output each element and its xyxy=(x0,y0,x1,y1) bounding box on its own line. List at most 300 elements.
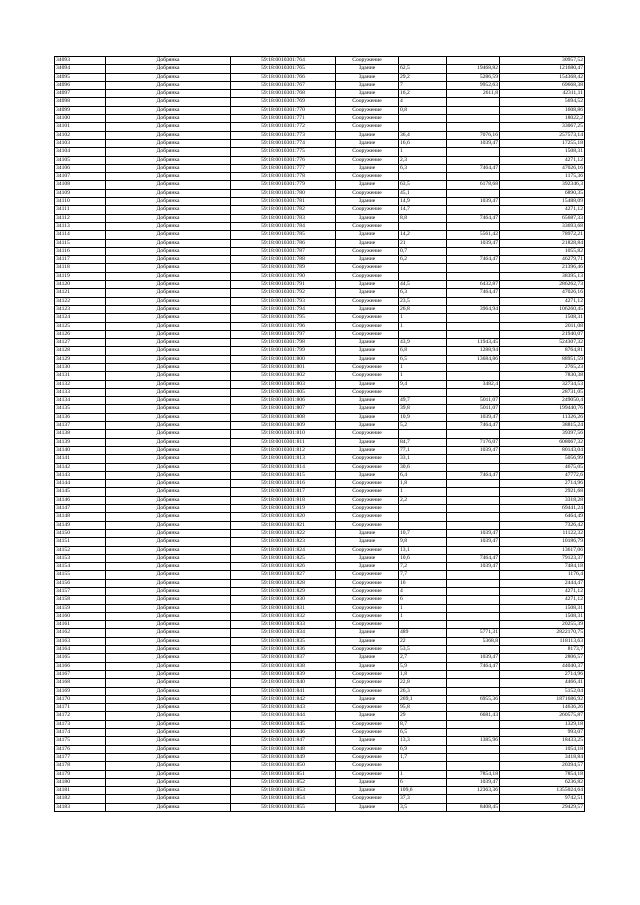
cadastral-value-cell: 286262,73 xyxy=(500,281,585,289)
table-row xyxy=(55,695,585,703)
area-cell: 0,8 xyxy=(399,106,447,114)
area-cell: 7 xyxy=(399,81,447,89)
specific-value-cell: 1039,47 xyxy=(447,139,500,147)
locality-cell: Добрянка xyxy=(106,198,231,206)
table-row xyxy=(55,729,585,737)
table-row xyxy=(55,380,585,388)
locality-cell: Добрянка xyxy=(106,737,231,745)
locality-cell: Добрянка xyxy=(106,712,231,720)
area-cell xyxy=(399,173,447,181)
cadastral-value-cell: 1355024,64 xyxy=(500,787,585,795)
cadastral-value-cell: 8173,7 xyxy=(500,646,585,654)
table-row xyxy=(55,198,585,206)
cadastral-number-cell: 59:18:0010301:826 xyxy=(231,563,336,571)
locality-cell: Добрянка xyxy=(106,471,231,479)
cadastral-number-cell: 59:18:0010301:793 xyxy=(231,297,336,305)
row-number-cell: 34160 xyxy=(55,612,106,620)
cadastral-number-cell: 59:18:0010301:805 xyxy=(231,388,336,396)
locality-cell: Добрянка xyxy=(106,571,231,579)
locality-cell: Добрянка xyxy=(106,563,231,571)
object-type-cell: Сооружение xyxy=(336,372,399,380)
specific-value-cell xyxy=(447,753,500,761)
object-type-cell: Сооружение xyxy=(336,297,399,305)
specific-value-cell: 1039,47 xyxy=(447,529,500,537)
cadastral-number-cell: 59:18:0010301:852 xyxy=(231,778,336,786)
locality-cell: Добрянка xyxy=(106,629,231,637)
area-cell: 6,3 xyxy=(399,164,447,172)
row-number-cell: 34120 xyxy=(55,281,106,289)
cadastral-value-cell: 1508,31 xyxy=(500,604,585,612)
area-cell: 6,8 xyxy=(399,347,447,355)
object-type-cell: Здание xyxy=(336,65,399,73)
locality-cell: Добрянка xyxy=(106,289,231,297)
row-number-cell: 34149 xyxy=(55,521,106,529)
table-row xyxy=(55,65,585,73)
object-type-cell: Здание xyxy=(336,164,399,172)
cadastral-number-cell: 59:18:0010301:773 xyxy=(231,131,336,139)
cadastral-value-cell: 20255,39 xyxy=(500,621,585,629)
specific-value-cell xyxy=(447,173,500,181)
cadastral-number-cell: 59:18:0010301:808 xyxy=(231,413,336,421)
object-type-cell: Сооружение xyxy=(336,322,399,330)
table-row xyxy=(55,604,585,612)
locality-cell: Добрянка xyxy=(106,687,231,695)
object-type-cell: Здание xyxy=(336,139,399,147)
cadastral-number-cell: 59:18:0010301:841 xyxy=(231,687,336,695)
cadastral-value-cell: 13617,06 xyxy=(500,546,585,554)
cadastral-value-cell: 4466,41 xyxy=(500,679,585,687)
cadastral-number-cell: 59:18:0010301:844 xyxy=(231,712,336,720)
area-cell: 63,5 xyxy=(399,181,447,189)
table-row xyxy=(55,90,585,98)
cadastral-number-cell: 59:18:0010301:847 xyxy=(231,737,336,745)
table-row xyxy=(55,737,585,745)
table-row xyxy=(55,529,585,537)
locality-cell: Добрянка xyxy=(106,455,231,463)
cadastral-number-cell: 59:18:0010301:798 xyxy=(231,339,336,347)
cadastral-number-cell: 59:18:0010301:796 xyxy=(231,322,336,330)
table-row xyxy=(55,463,585,471)
table-row xyxy=(55,347,585,355)
area-cell: 13,1 xyxy=(399,546,447,554)
specific-value-cell: 1039,47 xyxy=(447,413,500,421)
specific-value-cell: 7854,18 xyxy=(447,770,500,778)
object-type-cell: Сооружение xyxy=(336,546,399,554)
cadastral-number-cell: 59:18:0010301:817 xyxy=(231,488,336,496)
row-number-cell: 34132 xyxy=(55,380,106,388)
table-row xyxy=(55,106,585,114)
row-number-cell: 34156 xyxy=(55,579,106,587)
specific-value-cell xyxy=(447,189,500,197)
object-type-cell: Здание xyxy=(336,231,399,239)
locality-cell: Добрянка xyxy=(106,272,231,280)
cadastral-value-cell: 21828,84 xyxy=(500,239,585,247)
locality-cell: Добрянка xyxy=(106,297,231,305)
locality-cell: Добрянка xyxy=(106,695,231,703)
table-row xyxy=(55,513,585,521)
object-type-cell: Здание xyxy=(336,637,399,645)
cadastral-number-cell: 59:18:0010301:824 xyxy=(231,546,336,554)
cadastral-number-cell: 59:18:0010301:767 xyxy=(231,81,336,89)
row-number-cell: 34094 xyxy=(55,65,106,73)
specific-value-cell xyxy=(447,596,500,604)
row-number-cell: 34166 xyxy=(55,662,106,670)
specific-value-cell xyxy=(447,156,500,164)
area-cell xyxy=(399,330,447,338)
table-row xyxy=(55,538,585,546)
area-cell xyxy=(399,513,447,521)
object-type-cell: Сооружение xyxy=(336,670,399,678)
object-type-cell: Здание xyxy=(336,397,399,405)
object-type-cell: Сооружение xyxy=(336,762,399,770)
area-cell xyxy=(399,388,447,396)
specific-value-cell xyxy=(447,123,500,131)
row-number-cell: 34121 xyxy=(55,289,106,297)
table-row xyxy=(55,646,585,654)
cadastral-value-cell: 608067,32 xyxy=(500,438,585,446)
cadastral-value-cell: 28731,05 xyxy=(500,388,585,396)
row-number-cell: 34152 xyxy=(55,546,106,554)
object-type-cell: Здание xyxy=(336,289,399,297)
area-cell: 37,3 xyxy=(399,795,447,803)
row-number-cell: 34157 xyxy=(55,588,106,596)
object-type-cell: Сооружение xyxy=(336,148,399,156)
area-cell: 3,5 xyxy=(399,803,447,811)
area-cell: 1 xyxy=(399,148,447,156)
table-row xyxy=(55,363,585,371)
table-row xyxy=(55,256,585,264)
object-type-cell: Здание xyxy=(336,471,399,479)
specific-value-cell xyxy=(447,488,500,496)
cadastral-number-cell: 59:18:0010301:851 xyxy=(231,770,336,778)
cadastral-value-cell: 199440,76 xyxy=(500,405,585,413)
specific-value-cell: 6681,43 xyxy=(447,712,500,720)
locality-cell: Добрянка xyxy=(106,438,231,446)
specific-value-cell xyxy=(447,679,500,687)
cadastral-value-cell: 2806,57 xyxy=(500,654,585,662)
table-row xyxy=(55,455,585,463)
cadastral-number-cell: 59:18:0010301:834 xyxy=(231,629,336,637)
cadastral-number-cell: 59:18:0010301:853 xyxy=(231,787,336,795)
table-row xyxy=(55,579,585,587)
specific-value-cell xyxy=(447,513,500,521)
area-cell: 1 xyxy=(399,770,447,778)
cadastral-value-cell: 21396,46 xyxy=(500,264,585,272)
row-number-cell: 34109 xyxy=(55,189,106,197)
area-cell: 16 xyxy=(399,579,447,587)
object-type-cell: Здание xyxy=(336,305,399,313)
cadastral-number-cell: 59:18:0010301:770 xyxy=(231,106,336,114)
row-number-cell: 34181 xyxy=(55,787,106,795)
locality-cell: Добрянка xyxy=(106,480,231,488)
area-cell: 26,8 xyxy=(399,305,447,313)
cadastral-number-cell: 59:18:0010301:855 xyxy=(231,803,336,811)
table-row xyxy=(55,430,585,438)
locality-cell: Добрянка xyxy=(106,612,231,620)
locality-cell: Добрянка xyxy=(106,446,231,454)
cadastral-number-cell: 59:18:0010301:821 xyxy=(231,521,336,529)
cadastral-value-cell: 2921,68 xyxy=(500,488,585,496)
cadastral-value-cell: 80143,04 xyxy=(500,446,585,454)
cadastral-number-cell: 59:18:0010301:765 xyxy=(231,65,336,73)
specific-value-cell: 13684,86 xyxy=(447,355,500,363)
row-number-cell: 34115 xyxy=(55,239,106,247)
locality-cell: Добрянка xyxy=(106,181,231,189)
object-type-cell: Здание xyxy=(336,422,399,430)
area-cell: 9,4 xyxy=(399,380,447,388)
cadastral-number-cell: 59:18:0010301:787 xyxy=(231,247,336,255)
object-type-cell: Сооружение xyxy=(336,98,399,106)
locality-cell: Добрянка xyxy=(106,704,231,712)
table-row xyxy=(55,305,585,313)
object-type-cell: Здание xyxy=(336,778,399,786)
locality-cell: Добрянка xyxy=(106,430,231,438)
row-number-cell: 34100 xyxy=(55,115,106,123)
object-type-cell: Здание xyxy=(336,339,399,347)
specific-value-cell xyxy=(447,687,500,695)
row-number-cell: 34150 xyxy=(55,529,106,537)
area-cell: 6,2 xyxy=(399,256,447,264)
row-number-cell: 34105 xyxy=(55,156,106,164)
specific-value-cell: 1039,47 xyxy=(447,563,500,571)
specific-value-cell: 6955,36 xyxy=(447,695,500,703)
cadastral-value-cell: 6890,35 xyxy=(500,189,585,197)
area-cell: 9,8 xyxy=(399,538,447,546)
row-number-cell: 34101 xyxy=(55,123,106,131)
row-number-cell: 34130 xyxy=(55,363,106,371)
specific-value-cell xyxy=(447,106,500,114)
row-number-cell: 34154 xyxy=(55,563,106,571)
object-type-cell: Здание xyxy=(336,662,399,670)
area-cell: 0,7 xyxy=(399,247,447,255)
row-number-cell: 34158 xyxy=(55,596,106,604)
specific-value-cell xyxy=(447,670,500,678)
locality-cell: Добрянка xyxy=(106,778,231,786)
cadastral-number-cell: 59:18:0010301:827 xyxy=(231,571,336,579)
specific-value-cell xyxy=(447,521,500,529)
cadastral-number-cell: 59:18:0010301:833 xyxy=(231,621,336,629)
object-type-cell: Сооружение xyxy=(336,571,399,579)
table-row xyxy=(55,753,585,761)
area-cell: 29 xyxy=(399,712,447,720)
specific-value-cell: 7464,47 xyxy=(447,214,500,222)
cadastral-number-cell: 59:18:0010301:819 xyxy=(231,505,336,513)
specific-value-cell xyxy=(447,314,500,322)
table-row xyxy=(55,521,585,529)
table-row xyxy=(55,372,585,380)
object-type-cell: Здание xyxy=(336,73,399,81)
object-type-cell: Сооружение xyxy=(336,505,399,513)
table-row xyxy=(55,173,585,181)
object-type-cell: Сооружение xyxy=(336,115,399,123)
locality-cell: Добрянка xyxy=(106,347,231,355)
row-number-cell: 34146 xyxy=(55,496,106,504)
object-type-cell: Здание xyxy=(336,181,399,189)
area-cell: 36,4 xyxy=(399,131,447,139)
object-type-cell: Здание xyxy=(336,413,399,421)
locality-cell: Добрянка xyxy=(106,73,231,81)
object-type-cell: Сооружение xyxy=(336,488,399,496)
object-type-cell: Здание xyxy=(336,654,399,662)
cadastral-number-cell: 59:18:0010301:801 xyxy=(231,363,336,371)
locality-cell: Добрянка xyxy=(106,65,231,73)
cadastral-number-cell: 59:18:0010301:818 xyxy=(231,496,336,504)
row-number-cell: 34141 xyxy=(55,455,106,463)
area-cell: 1 xyxy=(399,372,447,380)
object-type-cell: Сооружение xyxy=(336,247,399,255)
row-number-cell: 34093 xyxy=(55,57,106,65)
locality-cell: Добрянка xyxy=(106,670,231,678)
table-row xyxy=(55,704,585,712)
area-cell xyxy=(399,430,447,438)
cadastral-value-cell: 18433,25 xyxy=(500,737,585,745)
locality-cell: Добрянка xyxy=(106,156,231,164)
specific-value-cell xyxy=(447,372,500,380)
cadastral-value-cell: 20394,57 xyxy=(500,762,585,770)
table-row xyxy=(55,413,585,421)
area-cell: 33,1 xyxy=(399,455,447,463)
row-number-cell: 34118 xyxy=(55,264,106,272)
row-number-cell: 34134 xyxy=(55,397,106,405)
area-cell: 1 xyxy=(399,314,447,322)
object-type-cell: Сооружение xyxy=(336,579,399,587)
locality-cell: Добрянка xyxy=(106,206,231,214)
row-number-cell: 34159 xyxy=(55,604,106,612)
cadastral-value-cell: 1871686,92 xyxy=(500,695,585,703)
table-row xyxy=(55,355,585,363)
cadastral-number-cell: 59:18:0010301:849 xyxy=(231,753,336,761)
row-number-cell: 34131 xyxy=(55,372,106,380)
specific-value-cell: 7464,47 xyxy=(447,289,500,297)
specific-value-cell xyxy=(447,272,500,280)
locality-cell: Добрянка xyxy=(106,405,231,413)
area-cell: 39,8 xyxy=(399,405,447,413)
table-row xyxy=(55,131,585,139)
cadastral-number-cell: 59:18:0010301:776 xyxy=(231,156,336,164)
object-type-cell: Здание xyxy=(336,131,399,139)
locality-cell: Добрянка xyxy=(106,745,231,753)
row-number-cell: 34099 xyxy=(55,106,106,114)
table-row xyxy=(55,339,585,347)
locality-cell: Добрянка xyxy=(106,422,231,430)
locality-cell: Добрянка xyxy=(106,148,231,156)
locality-cell: Добрянка xyxy=(106,496,231,504)
row-number-cell: 34110 xyxy=(55,198,106,206)
row-number-cell: 34119 xyxy=(55,272,106,280)
cadastral-value-cell: 249050,4 xyxy=(500,397,585,405)
area-cell: 30,6 xyxy=(399,463,447,471)
cadastral-value-cell: 30957,52 xyxy=(500,57,585,65)
cadastral-number-cell: 59:18:0010301:814 xyxy=(231,463,336,471)
row-number-cell: 34107 xyxy=(55,173,106,181)
table-row xyxy=(55,803,585,811)
cadastral-number-cell: 59:18:0010301:775 xyxy=(231,148,336,156)
area-cell: 10,6 xyxy=(399,554,447,562)
object-type-cell: Здание xyxy=(336,81,399,89)
object-type-cell: Здание xyxy=(336,355,399,363)
object-type-cell: Сооружение xyxy=(336,189,399,197)
row-number-cell: 34155 xyxy=(55,571,106,579)
table-row xyxy=(55,388,585,396)
cadastral-number-cell: 59:18:0010301:845 xyxy=(231,720,336,728)
locality-cell: Добрянка xyxy=(106,106,231,114)
cadastral-number-cell: 59:18:0010301:854 xyxy=(231,795,336,803)
object-type-cell: Здание xyxy=(336,405,399,413)
locality-cell: Добрянка xyxy=(106,720,231,728)
locality-cell: Добрянка xyxy=(106,173,231,181)
area-cell: 26,3 xyxy=(399,687,447,695)
table-row xyxy=(55,770,585,778)
locality-cell: Добрянка xyxy=(106,621,231,629)
row-number-cell: 34169 xyxy=(55,687,106,695)
cadastral-value-cell: 44040,37 xyxy=(500,662,585,670)
cadastral-value-cell: 154368,42 xyxy=(500,73,585,81)
row-number-cell: 34164 xyxy=(55,646,106,654)
cadastral-number-cell: 59:18:0010301:784 xyxy=(231,222,336,230)
table-row xyxy=(55,214,585,222)
cadastral-value-cell: 1508,31 xyxy=(500,314,585,322)
specific-value-cell: 3482,4 xyxy=(447,380,500,388)
specific-value-cell: 6432,87 xyxy=(447,281,500,289)
cadastral-number-cell: 59:18:0010301:836 xyxy=(231,646,336,654)
row-number-cell: 34180 xyxy=(55,778,106,786)
specific-value-cell: 1039,47 xyxy=(447,654,500,662)
cadastral-value-cell: 1508,31 xyxy=(500,148,585,156)
row-number-cell: 34098 xyxy=(55,98,106,106)
specific-value-cell xyxy=(447,463,500,471)
row-number-cell: 34182 xyxy=(55,795,106,803)
table-row xyxy=(55,612,585,620)
cadastral-value-cell: 39397,56 xyxy=(500,430,585,438)
row-number-cell: 34104 xyxy=(55,148,106,156)
locality-cell: Добрянка xyxy=(106,380,231,388)
cadastral-number-cell: 59:18:0010301:823 xyxy=(231,538,336,546)
specific-value-cell: 1385,96 xyxy=(447,737,500,745)
cadastral-value-cell: 1055,82 xyxy=(500,247,585,255)
cadastral-number-cell: 59:18:0010301:771 xyxy=(231,115,336,123)
specific-value-cell xyxy=(447,646,500,654)
locality-cell: Добрянка xyxy=(106,264,231,272)
row-number-cell: 34183 xyxy=(55,803,106,811)
row-number-cell: 34133 xyxy=(55,388,106,396)
object-type-cell: Сооружение xyxy=(336,455,399,463)
area-cell: 6,9 xyxy=(399,745,447,753)
cadastral-value-cell: 1176,4 xyxy=(500,571,585,579)
cadastral-value-cell: 3318,28 xyxy=(500,496,585,504)
specific-value-cell xyxy=(447,330,500,338)
specific-value-cell xyxy=(447,480,500,488)
locality-cell: Добрянка xyxy=(106,579,231,587)
row-number-cell: 34172 xyxy=(55,712,106,720)
area-cell: 53,5 xyxy=(399,646,447,654)
specific-value-cell: 1039,47 xyxy=(447,198,500,206)
cadastral-value-cell: 1329,18 xyxy=(500,720,585,728)
table-row xyxy=(55,289,585,297)
cadastral-value-cell: 524307,32 xyxy=(500,339,585,347)
locality-cell: Добрянка xyxy=(106,189,231,197)
area-cell: 43,9 xyxy=(399,339,447,347)
cadastral-value-cell: 993,07 xyxy=(500,729,585,737)
cadastral-value-cell: 38395,13 xyxy=(500,272,585,280)
cadastral-number-cell: 59:18:0010301:838 xyxy=(231,662,336,670)
specific-value-cell: 5771,31 xyxy=(447,629,500,637)
locality-cell: Добрянка xyxy=(106,90,231,98)
row-number-cell: 34170 xyxy=(55,695,106,703)
area-cell: 62,5 xyxy=(399,65,447,73)
area-cell: 22 xyxy=(399,637,447,645)
locality-cell: Добрянка xyxy=(106,372,231,380)
locality-cell: Добрянка xyxy=(106,588,231,596)
